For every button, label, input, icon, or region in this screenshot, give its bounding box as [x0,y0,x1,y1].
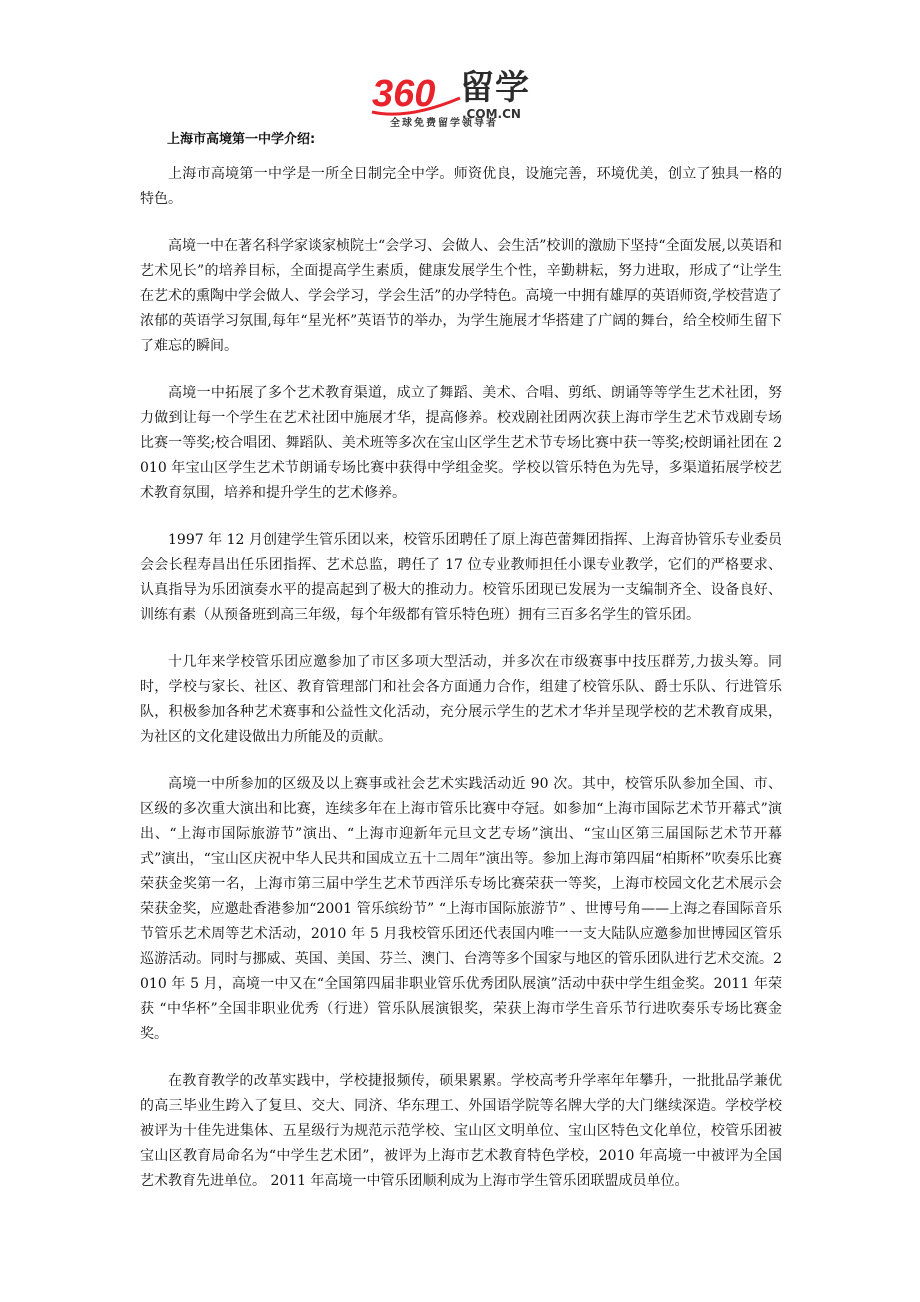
logo-domain: .COM.CN [462,107,521,121]
article-paragraph: 高境一中在著名科学家谈家桢院士“会学习、会做人、会生活”校训的激励下坚持“全面发展,以英语和艺术见长”的培养目标，全面提高学生素质，健康发展学生个性，辛勤耕耘，努力进取，形成了“让学生在艺术的熏陶中学会做人、学会学习，学会生活”的办学特色。高境一中拥有雄厚的英语师资,学校营造了浓郁的英语学习氛围,每年“星光杯”英语节的举办，为学生施展才华搭建了广阔的舞台，给全校师生留下了难忘的瞬间。 [140,238,782,354]
article-heading: 上海市高境第一中学介绍: [167,132,316,147]
article-paragraph: 十几年来学校管乐团应邀参加了市区多项大型活动，并多次在市级赛事中技压群芳,力拔头筹。同时，学校与家长、社区、教育管理部门和社会各方面通力合作，组建了校管乐队、爵士乐队、行进管乐队，积极参加各种艺术赛事和公益性文化活动，充分展示学生的艺术才华并呈现学校的艺术教育成果，为社区的文化建设做出力所能及的贡献。 [140,654,782,745]
article-paragraph: 在教育教学的改革实践中，学校捷报频传，硕果累累。学校高考升学率年年攀升，一批批品学兼优的高三毕业生跨入了复旦、交大、同济、华东理工、外国语学院等名牌大学的大门继续深造。学校学校被评为十佳先进集体、五星级行为规范示范学校、宝山区文明单位、宝山区特色文化单位，校管乐团被宝山区教育局命名为“中学生艺术团”，被评为上海市艺术教育特色学校，2010 年高境一中被评为全国艺术教育先进单位。 2011 年高境一中管乐团顺利成为上海市学生管乐团联盟成员单位。 [140,1073,782,1189]
logo-number-graphic [368,68,464,118]
logo-number: 360 [372,73,436,115]
article [140,128,782,1216]
site-logo[interactable] [368,68,538,130]
article-paragraph: 1997 年 12 月创建学生管乐团以来，校管乐团聘任了原上海芭蕾舞团指挥、上海音协管乐专业委员会会长程寿昌出任乐团指挥、艺术总监，聘任了 17 位专业教师担任小课专业教学，它们的严格要求、认真指导为乐团演奏水平的提高起到了极大的推动力。校管乐团现已发展为一支编制齐全、设备良好、训练有素（从预备班到高三年级，每个年级都有管乐特色班）拥有三百多名学生的管乐团。 [140,532,782,623]
article-paragraph: 高境一中所参加的区级及以上赛事或社会艺术实践活动近 90 次。其中，校管乐队参加全国、市、区级的多次重大演出和比赛，连续多年在上海市管乐比赛中夺冠。如参加“上海市国际艺术节开幕式”演出、“上海市国际旅游节”演出、“上海市迎新年元旦文艺专场”演出、“宝山区第三届国际艺术节开幕式”演出，“宝山区庆祝中华人民共和国成立五十二周年”演出等。参加上海市第四届“柏斯杯”吹奏乐比赛荣获金奖第一名，上海市第三届中学生艺术节西洋乐专场比赛荣获一等奖，上海市校园文化艺术展示会荣获金奖，应邀赴香港参加“2001 管乐缤纷节” “上海市国际旅游节” 、世博号角——上海之春国际音乐节管乐艺术周等艺术活动，2010 年 5 月我校管乐团还代表国内唯一一支大陆队应邀参加世博园区管乐巡游活动。同时与挪威、英国、美国、芬兰、澳门、台湾等多个国家与地区的管乐团队进行艺术交流。2010 年 5 月，高境一中又在“全国第四届非职业管乐优秀团队展演”活动中获中学生组金奖。2011 年荣获 “中华杯”全国非职业优秀（行进）管乐队展演银奖，荣获上海市学生音乐节行进吹奏乐专场比赛金奖。 [140,776,782,1042]
logo-chinese-text: 留学 [460,68,530,108]
article-paragraph: 高境一中拓展了多个艺术教育渠道，成立了舞蹈、美术、合唱、剪纸、朗诵等等学生艺术社团，努力做到让每一个学生在艺术社团中施展才华，提高修养。校戏剧社团两次获上海市学生艺术节戏剧专场比赛一等奖;校合唱团、舞蹈队、美术班等多次在宝山区学生艺术节专场比赛中获一等奖;校朗诵社团在 2010 年宝山区学生艺术节朗诵专场比赛中获得中学组金奖。学校以管乐特色为先导，多渠道拓展学校艺术教育氛围，培养和提升学生的艺术修养。 [140,385,782,501]
article-paragraph: 上海市高境第一中学是一所全日制完全中学。师资优良，设施完善，环境优美，创立了独具一格的特色。 [140,166,782,207]
logo-slogan: 全球免费留学领导者 [390,118,498,129]
